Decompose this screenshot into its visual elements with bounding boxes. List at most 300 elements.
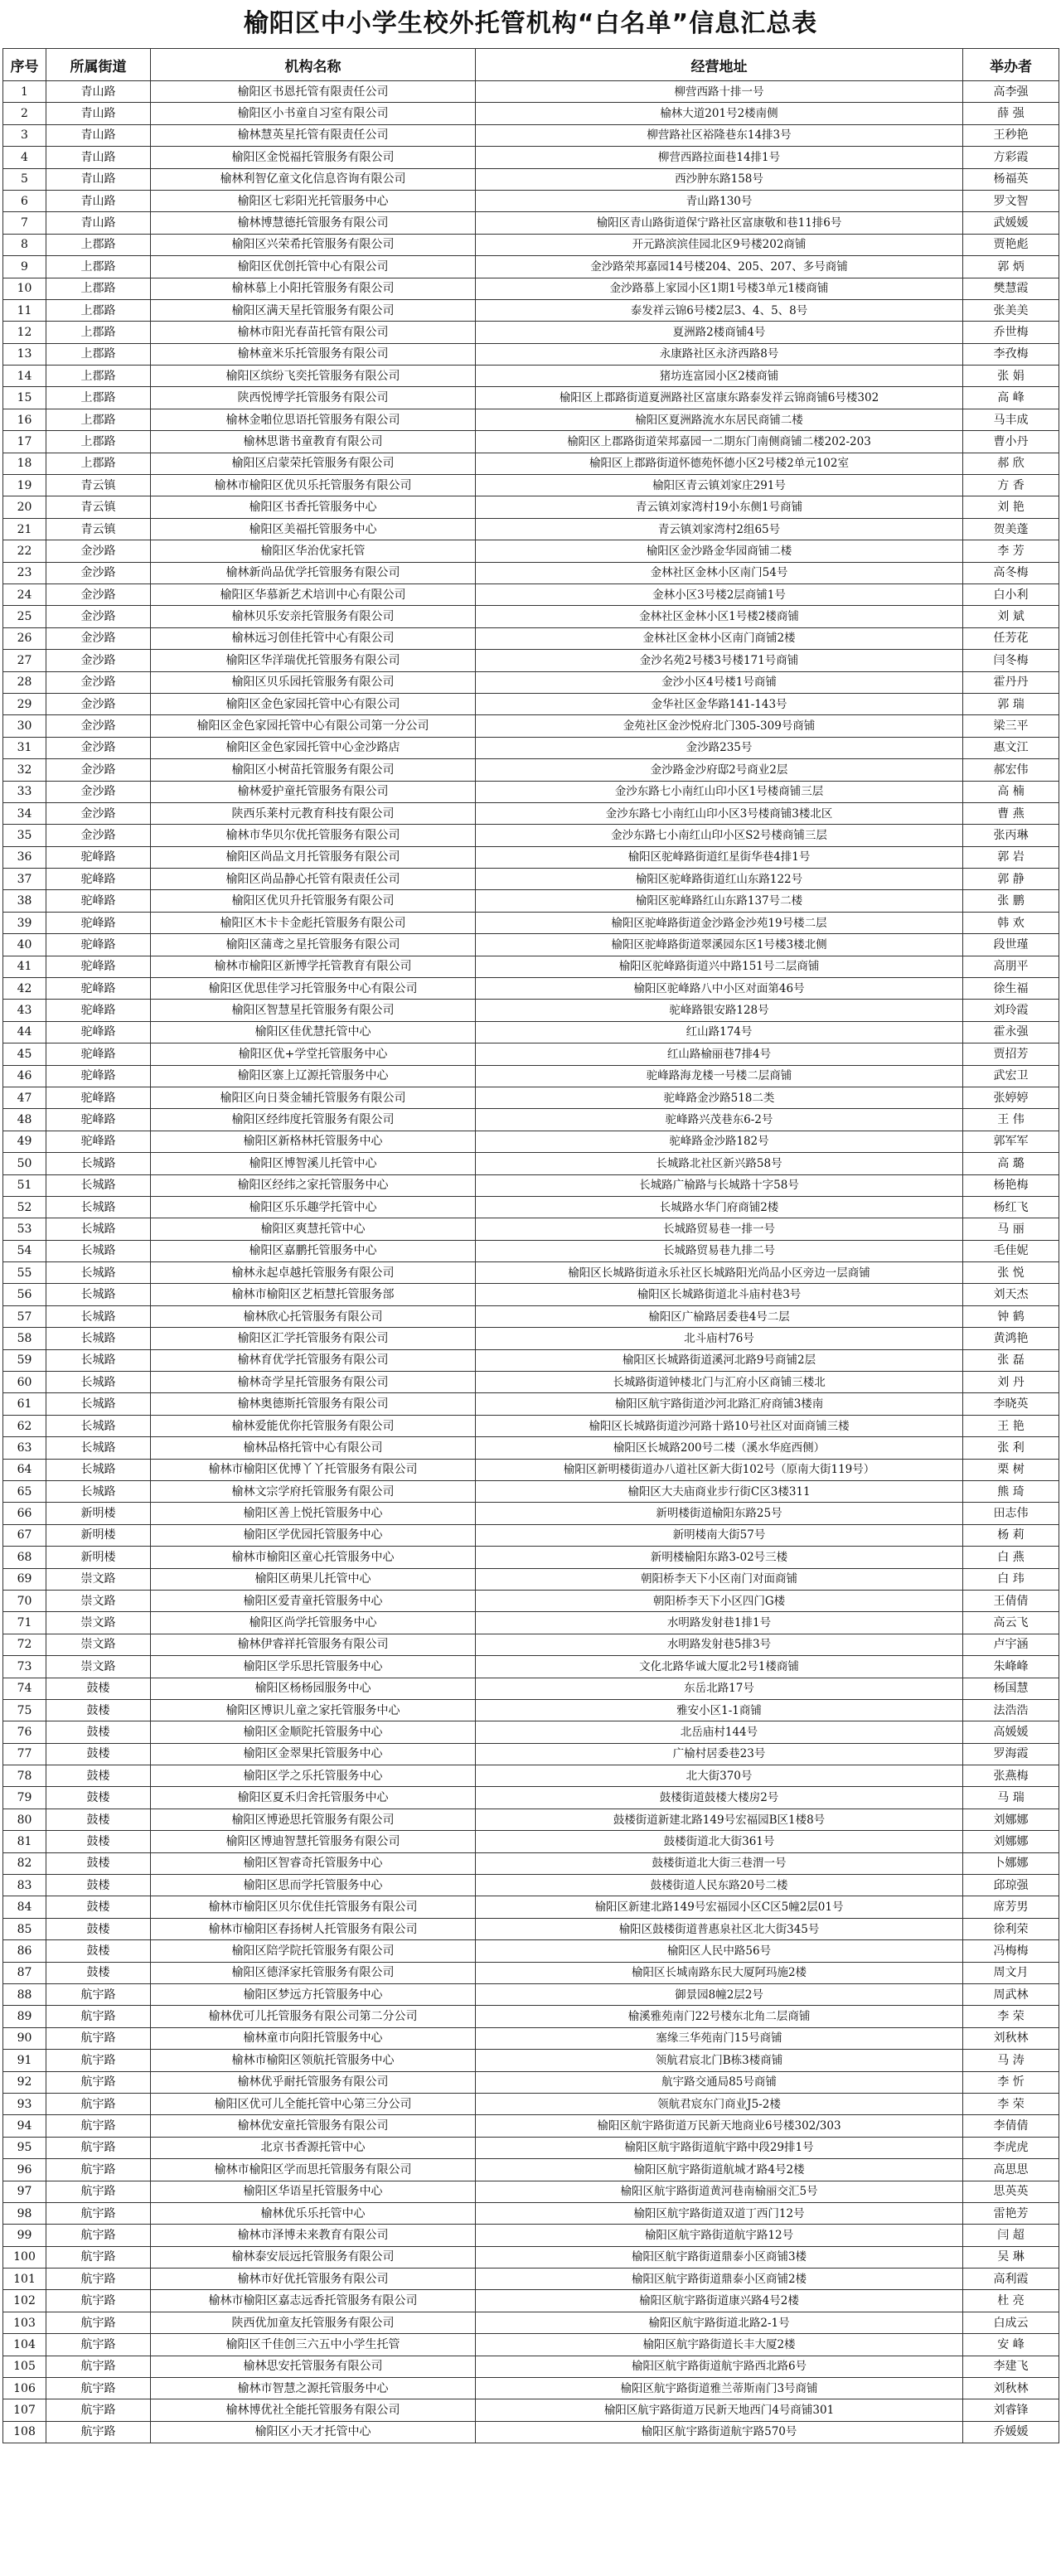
table-row (3, 1109, 1059, 1131)
cell-street: 驼峰路 (46, 1131, 151, 1152)
cell-street: 鼓楼 (46, 1896, 151, 1918)
table-row (3, 671, 1059, 693)
cell-address: 榆阳区长城南路东民大厦阿玛施2楼 (476, 1962, 963, 1983)
cell-street: 上郡路 (46, 431, 151, 453)
cell-no: 63 (3, 1437, 46, 1459)
cell-no: 21 (3, 518, 46, 540)
cell-owner: 杜 亮 (963, 2290, 1059, 2312)
cell-address: 金林小区3号楼2层商铺1号 (476, 583, 963, 605)
cell-name: 榆阳区向日葵金辅托管服务有限公司 (151, 1087, 476, 1108)
cell-address: 榆阳区航宇路街道航宇路12号 (476, 2225, 963, 2246)
cell-owner: 法浩浩 (963, 1699, 1059, 1721)
cell-address: 榆阳区鼓楼街道普惠泉社区北大街345号 (476, 1918, 963, 1939)
cell-street: 金沙路 (46, 562, 151, 583)
cell-address: 青山路130号 (476, 190, 963, 211)
cell-street: 上郡路 (46, 299, 151, 321)
table-row (3, 234, 1059, 255)
cell-owner: 郭 炳 (963, 256, 1059, 278)
cell-owner: 李晓英 (963, 1393, 1059, 1415)
cell-name: 榆阳区书恩托管有限责任公司 (151, 81, 476, 103)
cell-street: 金沙路 (46, 583, 151, 605)
cell-street: 航宇路 (46, 2269, 151, 2290)
table-row (3, 1721, 1059, 1743)
cell-no: 35 (3, 825, 46, 846)
cell-address: 柳营西路拉面巷14排1号 (476, 147, 963, 168)
cell-owner: 李建飞 (963, 2356, 1059, 2377)
cell-no: 42 (3, 978, 46, 1000)
cell-street: 青山路 (46, 190, 151, 211)
table-row (3, 124, 1059, 146)
cell-street: 航宇路 (46, 2137, 151, 2158)
cell-name: 榆林远习创佳托管中心有限公司 (151, 627, 476, 649)
cell-address: 新明楼榆阳东路3-02号三楼 (476, 1547, 963, 1568)
cell-address: 金沙路荣邦嘉园14号楼204、205、207、多号商铺 (476, 256, 963, 278)
cell-address: 榆阳区驼峰路街道兴中路151号二层商铺 (476, 956, 963, 977)
cell-address: 夏洲路2楼商铺4号 (476, 322, 963, 343)
cell-name: 榆林爱能优你托管服务有限公司 (151, 1415, 476, 1436)
table-row (3, 453, 1059, 474)
cell-name: 榆阳区蒲鸢之星托管服务有限公司 (151, 934, 476, 956)
table-row (3, 1481, 1059, 1503)
table-row (3, 2093, 1059, 2114)
cell-name: 榆林市智慧之源托管服务中心 (151, 2378, 476, 2399)
cell-name: 榆阳区佳优慧托管中心 (151, 1021, 476, 1043)
cell-name: 榆林童米乐托管服务有限公司 (151, 343, 476, 365)
cell-name: 榆阳区经纬之家托管服务中心 (151, 1174, 476, 1196)
cell-name: 陕西悦博学托管服务有限公司 (151, 387, 476, 409)
cell-street: 长城路 (46, 1372, 151, 1393)
cell-address: 榆阳区新明楼街道办八道社区新大街102号（原南大街119号） (476, 1459, 963, 1480)
table-row (3, 387, 1059, 409)
cell-name: 榆林慕上小阳托管服务有限公司 (151, 278, 476, 299)
cell-street: 航宇路 (46, 2290, 151, 2312)
cell-street: 金沙路 (46, 671, 151, 693)
cell-no: 94 (3, 2115, 46, 2137)
cell-street: 新明楼 (46, 1547, 151, 1568)
cell-address: 金林社区金林小区1号楼2楼商铺 (476, 606, 963, 627)
cell-street: 鼓楼 (46, 1743, 151, 1765)
cell-name: 榆林市好优托管服务有限公司 (151, 2269, 476, 2290)
cell-no: 17 (3, 431, 46, 453)
cell-address: 柳营路社区裕隆巷东14排3号 (476, 124, 963, 146)
cell-no: 34 (3, 802, 46, 824)
cell-address: 驼峰路金沙路518二类 (476, 1087, 963, 1108)
cell-no: 28 (3, 671, 46, 693)
cell-no: 31 (3, 737, 46, 758)
cell-address: 朝阳桥李天下小区四门G楼 (476, 1590, 963, 1611)
cell-owner: 张丙琳 (963, 825, 1059, 846)
table-row (3, 1153, 1059, 1174)
cell-name: 榆阳区萌果儿托管中心 (151, 1568, 476, 1590)
cell-street: 鼓楼 (46, 1852, 151, 1874)
cell-no: 96 (3, 2159, 46, 2181)
cell-street: 金沙路 (46, 759, 151, 781)
cell-address: 榆阳区航宇路街道黄河巷南榆丽交汇5号 (476, 2181, 963, 2202)
cell-no: 12 (3, 322, 46, 343)
cell-address: 榆阳区上郡路街道怀德苑怀德小区2号楼2单元102室 (476, 453, 963, 474)
table-row (3, 869, 1059, 890)
table-row (3, 562, 1059, 583)
cell-address: 红山路174号 (476, 1021, 963, 1043)
cell-owner: 贾招芳 (963, 1043, 1059, 1065)
cell-street: 上郡路 (46, 387, 151, 409)
table-row (3, 1437, 1059, 1459)
cell-street: 鼓楼 (46, 1809, 151, 1830)
cell-name: 榆阳区优可儿全能托管中心第三分公司 (151, 2093, 476, 2114)
cell-name: 榆阳区杨杨园服务中心 (151, 1678, 476, 1699)
cell-name: 榆林市榆阳区领航托管服务中心 (151, 2050, 476, 2071)
cell-name: 榆阳区博逊思托管服务有限公司 (151, 1809, 476, 1830)
cell-owner: 刘 丹 (963, 1372, 1059, 1393)
cell-owner: 段世瑾 (963, 934, 1059, 956)
cell-address: 长城路贸易巷一排一号 (476, 1218, 963, 1240)
cell-name: 榆林永起卓越托管服务有限公司 (151, 1262, 476, 1284)
cell-owner: 高 楠 (963, 781, 1059, 802)
cell-no: 9 (3, 256, 46, 278)
cell-owner: 徐生福 (963, 978, 1059, 1000)
cell-name: 榆阳区尚品文月托管服务有限公司 (151, 846, 476, 868)
cell-name: 榆林金啪位思语托管服务有限公司 (151, 409, 476, 430)
cell-owner: 高朋平 (963, 956, 1059, 977)
cell-address: 北大街370号 (476, 1765, 963, 1787)
cell-name: 榆阳区学之乐托管服务中心 (151, 1765, 476, 1787)
table-row (3, 147, 1059, 168)
cell-name: 榆阳区智睿奇托管服务中心 (151, 1852, 476, 1874)
cell-street: 驼峰路 (46, 934, 151, 956)
cell-owner: 张美美 (963, 299, 1059, 321)
cell-name: 榆阳区贝乐园托管服务有限公司 (151, 671, 476, 693)
cell-street: 青山路 (46, 212, 151, 234)
cell-no: 4 (3, 147, 46, 168)
cell-street: 崇文路 (46, 1634, 151, 1655)
table-row (3, 2399, 1059, 2421)
cell-owner: 曹 燕 (963, 802, 1059, 824)
cell-street: 鼓楼 (46, 1940, 151, 1962)
cell-street: 长城路 (46, 1284, 151, 1305)
cell-owner: 思英英 (963, 2181, 1059, 2202)
table-row (3, 825, 1059, 846)
cell-owner: 高李强 (963, 81, 1059, 103)
cell-street: 金沙路 (46, 781, 151, 802)
cell-owner: 吴 琳 (963, 2246, 1059, 2268)
cell-street: 航宇路 (46, 2159, 151, 2181)
cell-owner: 闫冬梅 (963, 650, 1059, 671)
table-row (3, 1043, 1059, 1065)
cell-name: 榆阳区乐乐趣学托管中心 (151, 1196, 476, 1218)
cell-name: 榆阳区梦远方托管服务中心 (151, 1983, 476, 2005)
cell-no: 44 (3, 1021, 46, 1043)
table-row (3, 2050, 1059, 2071)
cell-name: 榆林慧英星托管有限责任公司 (151, 124, 476, 146)
cell-no: 18 (3, 453, 46, 474)
header-name: 机构名称 (151, 49, 476, 81)
cell-name: 陕西优加童友托管服务有限公司 (151, 2312, 476, 2333)
document-title: 榆阳区中小学生校外托管机构“白名单”信息汇总表 (243, 9, 818, 38)
header-owner: 举办者 (963, 49, 1059, 81)
cell-owner: 任芳花 (963, 627, 1059, 649)
cell-address: 榆阳区航宇路街道康兴路4号2楼 (476, 2290, 963, 2312)
cell-name: 榆阳区新格林托管服务中心 (151, 1131, 476, 1152)
table-row (3, 934, 1059, 956)
cell-owner: 韩 欢 (963, 912, 1059, 933)
cell-name: 榆阳区思而学托管服务中心 (151, 1875, 476, 1896)
cell-street: 金沙路 (46, 627, 151, 649)
cell-street: 金沙路 (46, 825, 151, 846)
cell-no: 25 (3, 606, 46, 627)
cell-owner: 席芳男 (963, 1896, 1059, 1918)
cell-owner: 高 璐 (963, 1153, 1059, 1174)
cell-name: 榆阳区爽慧托管中心 (151, 1218, 476, 1240)
cell-address: 榆阳区上郡路街道夏洲路社区富康东路泰发祥云锦商铺6号楼302 (476, 387, 963, 409)
cell-owner: 刘秋林 (963, 2027, 1059, 2049)
cell-no: 15 (3, 387, 46, 409)
cell-no: 26 (3, 627, 46, 649)
cell-name: 榆林优乎耐托管服务有限公司 (151, 2071, 476, 2093)
cell-owner: 熊 琦 (963, 1481, 1059, 1503)
cell-no: 50 (3, 1153, 46, 1174)
table-row (3, 2246, 1059, 2268)
cell-address: 榆阳区人民中路56号 (476, 1940, 963, 1962)
cell-owner: 李虎虎 (963, 2137, 1059, 2158)
cell-name: 榆阳区经纬度托管服务有限公司 (151, 1109, 476, 1131)
cell-address: 榆阳区长城路街道北斗庙村巷3号 (476, 1284, 963, 1305)
cell-address: 领航君宸北门B栋3楼商铺 (476, 2050, 963, 2071)
cell-street: 驼峰路 (46, 1043, 151, 1065)
cell-owner: 贾艳彪 (963, 234, 1059, 255)
table-row (3, 1349, 1059, 1371)
table-row (3, 1787, 1059, 1809)
cell-address: 驼峰路兴茂巷东6-2号 (476, 1109, 963, 1131)
cell-street: 青云镇 (46, 475, 151, 496)
cell-street: 青山路 (46, 103, 151, 124)
table-row (3, 1196, 1059, 1218)
cell-name: 榆林优乐乐托管中心 (151, 2202, 476, 2224)
cell-street: 鼓楼 (46, 1678, 151, 1699)
table-row (3, 583, 1059, 605)
cell-street: 鼓楼 (46, 1765, 151, 1787)
cell-owner: 杨红飞 (963, 1196, 1059, 1218)
cell-street: 长城路 (46, 1459, 151, 1480)
table-row (3, 1087, 1059, 1108)
cell-no: 70 (3, 1590, 46, 1611)
cell-address: 金林社区金林小区南门商铺2楼 (476, 627, 963, 649)
table-row (3, 606, 1059, 627)
cell-no: 101 (3, 2269, 46, 2290)
cell-name: 榆阳区千佳创三六五中小学生托管 (151, 2334, 476, 2356)
cell-no: 64 (3, 1459, 46, 1480)
cell-name: 榆阳区博迪智慧托管服务有限公司 (151, 1831, 476, 1852)
cell-owner: 李 忻 (963, 2071, 1059, 2093)
cell-name: 榆林优安童托管服务有限公司 (151, 2115, 476, 2137)
cell-street: 航宇路 (46, 2225, 151, 2246)
cell-no: 85 (3, 1918, 46, 1939)
cell-no: 77 (3, 1743, 46, 1765)
cell-owner: 杨福英 (963, 168, 1059, 190)
cell-owner: 卜娜娜 (963, 1852, 1059, 1874)
cell-no: 37 (3, 869, 46, 890)
cell-owner: 杨艳梅 (963, 1174, 1059, 1196)
cell-owner: 邱琼强 (963, 1875, 1059, 1896)
cell-owner: 郭军军 (963, 1131, 1059, 1152)
cell-no: 84 (3, 1896, 46, 1918)
cell-no: 30 (3, 715, 46, 737)
cell-owner: 刘 艳 (963, 496, 1059, 518)
cell-name: 榆阳区小树苗托管服务有限公司 (151, 759, 476, 781)
cell-owner: 曹小丹 (963, 431, 1059, 453)
cell-address: 雅安小区1-1商铺 (476, 1699, 963, 1721)
cell-no: 49 (3, 1131, 46, 1152)
cell-address: 长城路北社区新兴路58号 (476, 1153, 963, 1174)
cell-no: 82 (3, 1852, 46, 1874)
cell-address: 榆阳区金沙路金华园商铺二楼 (476, 540, 963, 562)
cell-name: 榆林市榆阳区优贝乐托管服务有限公司 (151, 475, 476, 496)
table-row (3, 1524, 1059, 1546)
cell-street: 长城路 (46, 1262, 151, 1284)
cell-street: 新明楼 (46, 1503, 151, 1524)
cell-address: 水明路发射巷5排3号 (476, 1634, 963, 1655)
cell-street: 金沙路 (46, 606, 151, 627)
cell-address: 榆阳区驼峰路街道红山东路122号 (476, 869, 963, 890)
table-row (3, 1656, 1059, 1678)
cell-street: 长城路 (46, 1393, 151, 1415)
table-row (3, 518, 1059, 540)
table-row (3, 2356, 1059, 2377)
cell-owner: 高 峰 (963, 387, 1059, 409)
cell-owner: 白成云 (963, 2312, 1059, 2333)
table-row (3, 1305, 1059, 1327)
cell-name: 榆林奇学星托管服务有限公司 (151, 1372, 476, 1393)
cell-address: 长城路广榆路与长城路十字58号 (476, 1174, 963, 1196)
cell-address: 榆阳区新建北路149号宏福园小区C区5幢2层01号 (476, 1896, 963, 1918)
cell-street: 长城路 (46, 1437, 151, 1459)
cell-street: 上郡路 (46, 453, 151, 474)
cell-no: 32 (3, 759, 46, 781)
cell-name: 榆阳区小天才托管中心 (151, 2421, 476, 2443)
cell-address: 榆阳区驼峰路街道红星街华巷4排1号 (476, 846, 963, 868)
cell-no: 62 (3, 1415, 46, 1436)
table-row (3, 366, 1059, 387)
cell-owner: 薛 强 (963, 103, 1059, 124)
cell-street: 航宇路 (46, 2027, 151, 2049)
cell-owner: 田志伟 (963, 1503, 1059, 1524)
cell-address: 金华社区金华路141-143号 (476, 693, 963, 714)
table-row (3, 2202, 1059, 2224)
table-header (3, 49, 1059, 81)
cell-street: 长城路 (46, 1349, 151, 1371)
table-row (3, 299, 1059, 321)
table-row (3, 1065, 1059, 1087)
cell-street: 青云镇 (46, 496, 151, 518)
cell-street: 青山路 (46, 168, 151, 190)
cell-no: 57 (3, 1305, 46, 1327)
cell-owner: 贺美蓬 (963, 518, 1059, 540)
cell-no: 100 (3, 2246, 46, 2268)
table-row (3, 1131, 1059, 1152)
cell-no: 78 (3, 1765, 46, 1787)
cell-street: 崇文路 (46, 1568, 151, 1590)
cell-name: 榆阳区优+学堂托管服务中心 (151, 1043, 476, 1065)
cell-name: 榆林市阳光春苗托管有限公司 (151, 322, 476, 343)
cell-no: 29 (3, 693, 46, 714)
cell-name: 榆林市泽博未来教育有限公司 (151, 2225, 476, 2246)
cell-street: 金沙路 (46, 540, 151, 562)
cell-address: 长城路街道钟楼北门与汇府小区商铺三楼北 (476, 1372, 963, 1393)
cell-address: 金苑社区金沙悦府北门305-309号商铺 (476, 715, 963, 737)
cell-street: 青山路 (46, 81, 151, 103)
table-row (3, 2159, 1059, 2181)
cell-address: 猪坊连富园小区2楼商铺 (476, 366, 963, 387)
cell-street: 青云镇 (46, 518, 151, 540)
cell-address: 青云镇刘家湾村2组65号 (476, 518, 963, 540)
cell-street: 鼓楼 (46, 1787, 151, 1809)
cell-street: 上郡路 (46, 366, 151, 387)
cell-name: 榆林市榆阳区学而思托管服务有限公司 (151, 2159, 476, 2181)
cell-street: 长城路 (46, 1481, 151, 1503)
cell-street: 金沙路 (46, 693, 151, 714)
table-row (3, 1634, 1059, 1655)
cell-owner: 闫 超 (963, 2225, 1059, 2246)
cell-owner: 李 荣 (963, 2006, 1059, 2027)
table-row (3, 1174, 1059, 1196)
cell-name: 榆林贝乐安亲托管服务有限公司 (151, 606, 476, 627)
cell-owner: 黄鸿艳 (963, 1328, 1059, 1349)
cell-name: 榆阳区金悦福托管服务有限公司 (151, 147, 476, 168)
cell-address: 鼓楼街道新建北路149号宏福园B区1楼8号 (476, 1809, 963, 1830)
cell-owner: 方彩霞 (963, 147, 1059, 168)
cell-owner: 李 芳 (963, 540, 1059, 562)
cell-no: 59 (3, 1349, 46, 1371)
cell-no: 13 (3, 343, 46, 365)
cell-street: 长城路 (46, 1196, 151, 1218)
table-row (3, 650, 1059, 671)
cell-no: 93 (3, 2093, 46, 2114)
cell-name: 榆林市榆阳区优博丫丫托管服务有限公司 (151, 1459, 476, 1480)
cell-address: 新明楼南大街57号 (476, 1524, 963, 1546)
cell-address: 榆阳区驼峰路街道翠溪园东区1号楼3楼北侧 (476, 934, 963, 956)
cell-owner: 张婷婷 (963, 1087, 1059, 1108)
table-row (3, 2334, 1059, 2356)
cell-street: 航宇路 (46, 2246, 151, 2268)
cell-owner: 梁三平 (963, 715, 1059, 737)
header-street: 所属街道 (46, 49, 151, 81)
cell-no: 88 (3, 1983, 46, 2005)
header-row (3, 49, 1059, 81)
cell-no: 76 (3, 1721, 46, 1743)
cell-no: 98 (3, 2202, 46, 2224)
cell-owner: 张 利 (963, 1437, 1059, 1459)
cell-address: 榆阳区航宇路街道雅兰蒂斯南门3号商铺 (476, 2378, 963, 2399)
cell-owner: 霍永强 (963, 1021, 1059, 1043)
cell-street: 长城路 (46, 1174, 151, 1196)
cell-name: 榆林欣心托管服务有限公司 (151, 1305, 476, 1327)
cell-name: 榆阳区优创托管中心有限公司 (151, 256, 476, 278)
cell-street: 驼峰路 (46, 1109, 151, 1131)
cell-no: 97 (3, 2181, 46, 2202)
table-row (3, 431, 1059, 453)
cell-owner: 张 磊 (963, 1349, 1059, 1371)
cell-name: 榆阳区小书童自习室有限公司 (151, 103, 476, 124)
cell-address: 朝阳桥李天下小区南门对面商铺 (476, 1568, 963, 1590)
table-row (3, 715, 1059, 737)
table-row (3, 846, 1059, 868)
table-row (3, 168, 1059, 190)
cell-street: 上郡路 (46, 322, 151, 343)
cell-street: 驼峰路 (46, 1087, 151, 1108)
table-row (3, 759, 1059, 781)
cell-owner: 马 涛 (963, 2050, 1059, 2071)
cell-no: 36 (3, 846, 46, 868)
cell-name: 榆阳区寨上辽源托管服务中心 (151, 1065, 476, 1087)
